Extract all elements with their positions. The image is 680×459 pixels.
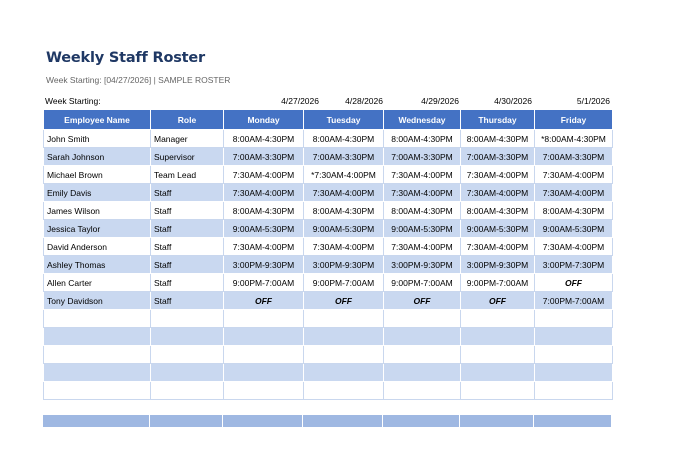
cell-thursday[interactable]: 7:00AM-3:30PM — [461, 148, 535, 166]
cell-role[interactable] — [151, 382, 224, 400]
cell-role[interactable]: Staff — [151, 220, 224, 238]
cell-friday[interactable]: 7:00PM-7:00AM — [535, 292, 613, 310]
cell-thursday[interactable] — [461, 328, 535, 346]
cell-role[interactable]: Staff — [151, 238, 224, 256]
cell-wednesday[interactable]: 7:00AM-3:30PM — [384, 148, 461, 166]
cell-employee-name[interactable]: John Smith — [44, 130, 151, 148]
cell-role[interactable]: Team Lead — [151, 166, 224, 184]
cell-thursday[interactable]: 7:30AM-4:00PM — [461, 166, 535, 184]
date-wednesday: 4/29/2026 — [421, 96, 459, 106]
header-wednesday[interactable]: Wednesday — [384, 110, 461, 130]
cell-friday[interactable] — [535, 328, 613, 346]
cell-role[interactable]: Manager — [151, 130, 224, 148]
footer-bar — [43, 415, 612, 427]
cell-wednesday[interactable]: 7:30AM-4:00PM — [384, 166, 461, 184]
footer-cell — [150, 415, 223, 427]
cell-thursday[interactable]: 9:00PM-7:00AM — [461, 274, 535, 292]
cell-monday[interactable]: 8:00AM-4:30PM — [224, 130, 304, 148]
cell-tuesday[interactable] — [304, 346, 384, 364]
cell-employee-name[interactable] — [44, 328, 151, 346]
cell-monday[interactable]: 3:00PM-9:30PM — [224, 256, 304, 274]
cell-employee-name[interactable]: Emily Davis — [44, 184, 151, 202]
cell-tuesday[interactable]: 8:00AM-4:30PM — [304, 202, 384, 220]
table-row — [44, 292, 613, 310]
cell-monday[interactable] — [224, 310, 304, 328]
cell-role[interactable]: Staff — [151, 256, 224, 274]
cell-friday[interactable]: OFF — [535, 274, 613, 292]
cell-tuesday[interactable]: 9:00AM-5:30PM — [304, 220, 384, 238]
cell-tuesday[interactable]: *7:30AM-4:00PM — [304, 166, 384, 184]
date-friday: 5/1/2026 — [576, 96, 610, 106]
footer-cell — [303, 415, 383, 427]
cell-monday[interactable]: 7:30AM-4:00PM — [224, 184, 304, 202]
cell-friday[interactable]: 7:00AM-3:30PM — [535, 148, 613, 166]
roster-body — [44, 130, 613, 400]
cell-friday[interactable]: 7:30AM-4:00PM — [535, 184, 613, 202]
roster-table — [43, 109, 613, 400]
cell-tuesday[interactable] — [304, 310, 384, 328]
footer-cell — [383, 415, 460, 427]
header-employee-name[interactable]: Employee Name — [44, 110, 151, 130]
page-title: Weekly Staff Roster — [46, 50, 205, 66]
cell-monday[interactable] — [224, 364, 304, 382]
cell-wednesday[interactable]: 9:00AM-5:30PM — [384, 220, 461, 238]
table-row — [44, 166, 613, 184]
cell-friday[interactable] — [535, 310, 613, 328]
cell-employee-name[interactable]: Jessica Taylor — [44, 220, 151, 238]
cell-role[interactable] — [151, 328, 224, 346]
cell-employee-name[interactable]: Tony Davidson — [44, 292, 151, 310]
cell-employee-name[interactable]: Michael Brown — [44, 166, 151, 184]
cell-friday[interactable]: 3:00PM-7:30PM — [535, 256, 613, 274]
header-thursday[interactable]: Thursday — [461, 110, 535, 130]
cell-thursday[interactable]: OFF — [461, 292, 535, 310]
date-tuesday: 4/28/2026 — [345, 96, 383, 106]
cell-role[interactable] — [151, 364, 224, 382]
cell-wednesday[interactable]: OFF — [384, 292, 461, 310]
date-thursday: 4/30/2026 — [494, 96, 532, 106]
cell-tuesday[interactable]: 8:00AM-4:30PM — [304, 130, 384, 148]
cell-friday[interactable] — [535, 364, 613, 382]
cell-friday[interactable]: 9:00AM-5:30PM — [535, 220, 613, 238]
cell-wednesday[interactable]: 8:00AM-4:30PM — [384, 202, 461, 220]
cell-monday[interactable]: 9:00PM-7:00AM — [224, 274, 304, 292]
table-row — [44, 364, 613, 382]
cell-wednesday[interactable] — [384, 346, 461, 364]
cell-role[interactable]: Staff — [151, 292, 224, 310]
cell-thursday[interactable]: 7:30AM-4:00PM — [461, 238, 535, 256]
table-row — [44, 310, 613, 328]
footer-cell — [534, 415, 612, 427]
cell-tuesday[interactable]: 7:00AM-3:30PM — [304, 148, 384, 166]
cell-role[interactable] — [151, 346, 224, 364]
table-row — [44, 130, 613, 148]
cell-thursday[interactable]: 3:00PM-9:30PM — [461, 256, 535, 274]
table-row — [44, 382, 613, 400]
cell-employee-name[interactable]: Sarah Johnson — [44, 148, 151, 166]
cell-monday[interactable] — [224, 346, 304, 364]
cell-friday[interactable]: *8:00AM-4:30PM — [535, 130, 613, 148]
cell-wednesday[interactable] — [384, 382, 461, 400]
cell-tuesday[interactable] — [304, 328, 384, 346]
cell-employee-name[interactable] — [44, 310, 151, 328]
cell-role[interactable]: Staff — [151, 274, 224, 292]
cell-employee-name[interactable]: Ashley Thomas — [44, 256, 151, 274]
cell-thursday[interactable] — [461, 346, 535, 364]
cell-thursday[interactable]: 8:00AM-4:30PM — [461, 202, 535, 220]
table-row — [44, 256, 613, 274]
cell-employee-name[interactable]: Allen Carter — [44, 274, 151, 292]
cell-role[interactable]: Staff — [151, 202, 224, 220]
table-row — [44, 148, 613, 166]
cell-friday[interactable] — [535, 346, 613, 364]
cell-monday[interactable] — [224, 328, 304, 346]
header-tuesday[interactable]: Tuesday — [304, 110, 384, 130]
footer-cell — [223, 415, 303, 427]
cell-wednesday[interactable] — [384, 364, 461, 382]
cell-employee-name[interactable] — [44, 382, 151, 400]
header-monday[interactable]: Monday — [224, 110, 304, 130]
header-row — [44, 110, 613, 130]
cell-tuesday[interactable] — [304, 364, 384, 382]
cell-monday[interactable] — [224, 382, 304, 400]
cell-role[interactable] — [151, 310, 224, 328]
cell-tuesday[interactable]: 7:30AM-4:00PM — [304, 184, 384, 202]
date-monday: 4/27/2026 — [281, 96, 319, 106]
cell-tuesday[interactable]: OFF — [304, 292, 384, 310]
cell-wednesday[interactable]: 3:00PM-9:30PM — [384, 256, 461, 274]
cell-wednesday[interactable]: 8:00AM-4:30PM — [384, 130, 461, 148]
cell-friday[interactable]: 8:00AM-4:30PM — [535, 202, 613, 220]
cell-friday[interactable]: 7:30AM-4:00PM — [535, 166, 613, 184]
cell-thursday[interactable]: 8:00AM-4:30PM — [461, 130, 535, 148]
table-row — [44, 184, 613, 202]
cell-monday[interactable]: 8:00AM-4:30PM — [224, 202, 304, 220]
cell-thursday[interactable]: 7:30AM-4:00PM — [461, 184, 535, 202]
cell-monday[interactable]: OFF — [224, 292, 304, 310]
footer-cell — [460, 415, 534, 427]
table-row — [44, 274, 613, 292]
table-row — [44, 202, 613, 220]
cell-employee-name[interactable] — [44, 346, 151, 364]
cell-wednesday[interactable]: 7:30AM-4:00PM — [384, 238, 461, 256]
cell-thursday[interactable] — [461, 310, 535, 328]
page-subtitle: Week Starting: [04/27/2026] | SAMPLE ROSTER — [46, 75, 231, 85]
table-row — [44, 220, 613, 238]
cell-friday[interactable]: 7:30AM-4:00PM — [535, 238, 613, 256]
cell-monday[interactable]: 9:00AM-5:30PM — [224, 220, 304, 238]
cell-tuesday[interactable] — [304, 382, 384, 400]
cell-wednesday[interactable] — [384, 328, 461, 346]
cell-wednesday[interactable]: 9:00PM-7:00AM — [384, 274, 461, 292]
cell-employee-name[interactable] — [44, 364, 151, 382]
cell-wednesday[interactable]: 7:30AM-4:00PM — [384, 184, 461, 202]
header-role[interactable]: Role — [151, 110, 224, 130]
cell-monday[interactable]: 7:00AM-3:30PM — [224, 148, 304, 166]
cell-role[interactable]: Staff — [151, 184, 224, 202]
table-row — [44, 238, 613, 256]
cell-tuesday[interactable]: 3:00PM-9:30PM — [304, 256, 384, 274]
table-row — [44, 328, 613, 346]
cell-employee-name[interactable]: David Anderson — [44, 238, 151, 256]
cell-friday[interactable] — [535, 382, 613, 400]
cell-thursday[interactable] — [461, 364, 535, 382]
cell-thursday[interactable] — [461, 382, 535, 400]
cell-employee-name[interactable]: James Wilson — [44, 202, 151, 220]
cell-wednesday[interactable] — [384, 310, 461, 328]
header-friday[interactable]: Friday — [535, 110, 613, 130]
cell-monday[interactable]: 7:30AM-4:00PM — [224, 166, 304, 184]
cell-tuesday[interactable]: 7:30AM-4:00PM — [304, 238, 384, 256]
cell-thursday[interactable]: 9:00AM-5:30PM — [461, 220, 535, 238]
footer-cell — [43, 415, 150, 427]
week-starting-label: Week Starting: — [45, 96, 101, 106]
cell-tuesday[interactable]: 9:00PM-7:00AM — [304, 274, 384, 292]
table-row — [44, 346, 613, 364]
cell-role[interactable]: Supervisor — [151, 148, 224, 166]
week-starting-row — [43, 96, 612, 108]
cell-monday[interactable]: 7:30AM-4:00PM — [224, 238, 304, 256]
